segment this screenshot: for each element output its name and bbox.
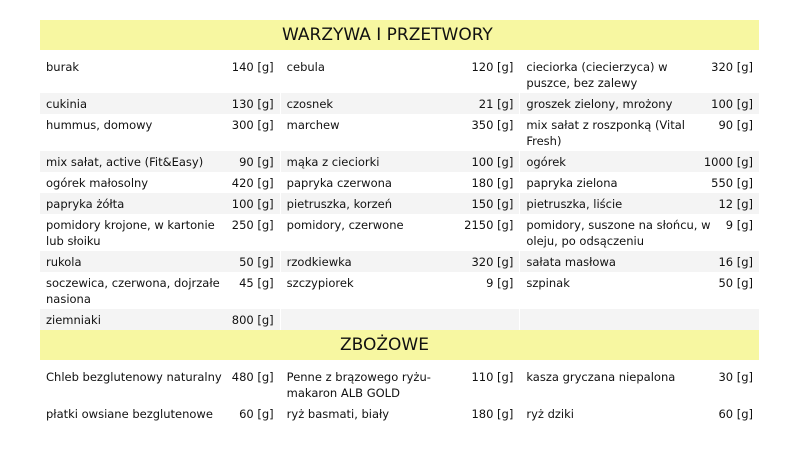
item-name: rzodkiewka (286, 255, 352, 269)
item-quantity: 90 [g] (239, 155, 274, 169)
list-item (280, 366, 520, 403)
item-name (526, 312, 753, 328)
item-quantity: 50 [g] (239, 255, 274, 269)
item-name: soczewica, czerwona, dojrzałe nasiona (46, 276, 220, 306)
item-name: ogórek (526, 155, 566, 169)
item-quantity: 100 [g] (231, 197, 274, 211)
list-item (40, 151, 280, 172)
item-quantity: 9 [g] (486, 276, 514, 290)
section-title: WARZYWA I PRZETWORY (282, 25, 493, 45)
item-name: pomidory, czerwone (286, 218, 404, 232)
item-quantity: 90 [g] (718, 118, 754, 132)
item-name: papryka czerwona (286, 176, 392, 190)
item-name: ryż dziki (526, 407, 574, 421)
item-name: szczypiorek (286, 276, 354, 290)
item-name: cieciorka (ciecierzyca) w puszce, bez zalewy (526, 60, 668, 90)
item-name: papryka żółta (46, 197, 125, 211)
item-name: rukola (46, 255, 82, 269)
item-quantity: 150 [g] (471, 197, 514, 211)
table-row (40, 251, 759, 272)
item-quantity: 420 [g] (231, 176, 274, 190)
item-quantity: 350 [g] (471, 118, 514, 132)
item-name (287, 312, 514, 328)
item-quantity: 120 [g] (471, 60, 514, 74)
list-item (519, 172, 759, 193)
item-name: burak (46, 60, 80, 74)
table-row (40, 214, 759, 251)
item-quantity: 45 [g] (239, 276, 274, 290)
item-quantity: 180 [g] (471, 176, 514, 190)
table-row (40, 56, 759, 93)
item-quantity: 140 [g] (231, 60, 274, 74)
table-row (40, 151, 759, 172)
item-name: hummus, domowy (46, 118, 153, 132)
item-name: czosnek (286, 97, 334, 111)
list-item (280, 93, 520, 114)
table-row (40, 172, 759, 193)
item-name: pomidory, suszone na słońcu, w oleju, po odsączeniu (526, 218, 711, 248)
list-item (280, 193, 520, 214)
item-name: marchew (286, 118, 340, 132)
item-quantity: 60 [g] (239, 407, 274, 421)
item-name: pietruszka, liście (526, 197, 623, 211)
item-name: sałata masłowa (526, 255, 616, 269)
item-quantity: 30 [g] (718, 370, 754, 384)
list-item (519, 114, 759, 151)
item-quantity: 300 [g] (231, 118, 274, 132)
list-item (519, 56, 759, 93)
list-item (519, 309, 759, 330)
table-row (40, 93, 759, 114)
item-quantity: 110 [g] (471, 370, 514, 384)
shopping-list (40, 20, 759, 424)
list-item (519, 251, 759, 272)
section-header-grains (40, 330, 759, 360)
list-item (280, 403, 520, 424)
section-header-vegetables (40, 20, 759, 50)
table-row (40, 403, 759, 424)
list-item (40, 114, 280, 151)
list-item (280, 214, 520, 251)
list-item (280, 114, 520, 151)
list-item (280, 56, 520, 93)
item-name: mąka z cieciorki (286, 155, 380, 169)
item-quantity: 130 [g] (231, 97, 274, 111)
item-name: cebula (286, 60, 325, 74)
item-quantity: 100 [g] (471, 155, 514, 169)
list-item (40, 309, 280, 330)
list-item (40, 193, 280, 214)
list-item (519, 403, 759, 424)
table-row (40, 309, 759, 330)
item-quantity: 800 [g] (231, 313, 274, 327)
item-quantity: 180 [g] (471, 407, 514, 421)
list-item (40, 251, 280, 272)
item-quantity: 60 [g] (718, 407, 754, 421)
item-name: mix sałat, active (Fit&Easy) (46, 155, 204, 169)
list-item (40, 214, 280, 251)
list-item (280, 172, 520, 193)
list-item (40, 366, 280, 403)
item-name: cukinia (46, 97, 87, 111)
table-row (40, 366, 759, 403)
item-quantity: 1000 [g] (703, 155, 754, 169)
list-item (40, 93, 280, 114)
item-name: groszek zielony, mrożony (526, 97, 673, 111)
list-item (519, 93, 759, 114)
item-quantity: 320 [g] (471, 255, 514, 269)
item-name: Chleb bezglutenowy naturalny (46, 370, 222, 384)
item-quantity: 2150 [g] (464, 218, 514, 232)
item-quantity: 50 [g] (718, 276, 754, 290)
item-name: mix sałat z roszponką (Vital Fresh) (526, 118, 685, 148)
vegetables-table (40, 56, 759, 330)
item-name: pomidory krojone, w kartonie lub słoiku (46, 218, 215, 248)
list-item (280, 151, 520, 172)
list-item (280, 272, 520, 309)
list-item (519, 366, 759, 403)
item-quantity: 320 [g] (711, 60, 754, 74)
list-item (519, 193, 759, 214)
list-item (40, 172, 280, 193)
item-quantity: 550 [g] (711, 176, 754, 190)
list-item (280, 251, 520, 272)
item-quantity: 9 [g] (725, 218, 754, 232)
item-name: Penne z brązowego ryżu- makaron ALB GOLD (286, 370, 431, 400)
item-name: płatki owsiane bezglutenowe (46, 407, 213, 421)
item-quantity: 12 [g] (718, 197, 754, 211)
list-item (40, 403, 280, 424)
item-name: ryż basmati, biały (286, 407, 390, 421)
item-name: papryka zielona (526, 176, 618, 190)
list-item (519, 214, 759, 251)
list-item (40, 56, 280, 93)
item-quantity: 16 [g] (718, 255, 754, 269)
item-quantity: 480 [g] (231, 370, 274, 384)
item-name: pietruszka, korzeń (286, 197, 393, 211)
item-name: ogórek małosolny (46, 176, 149, 190)
item-name: szpinak (526, 276, 570, 290)
list-item (40, 272, 280, 309)
item-name: kasza gryczana niepalona (526, 370, 676, 384)
item-quantity: 100 [g] (711, 97, 754, 111)
table-row (40, 193, 759, 214)
list-item (519, 272, 759, 309)
table-row (40, 114, 759, 151)
list-item (519, 151, 759, 172)
item-quantity: 250 [g] (231, 218, 274, 232)
section-title: ZBOŻOWE (340, 335, 429, 355)
grains-table (40, 366, 759, 424)
table-row (40, 272, 759, 309)
list-item (280, 309, 520, 330)
item-name: ziemniaki (46, 313, 101, 327)
item-quantity: 21 [g] (478, 97, 514, 111)
